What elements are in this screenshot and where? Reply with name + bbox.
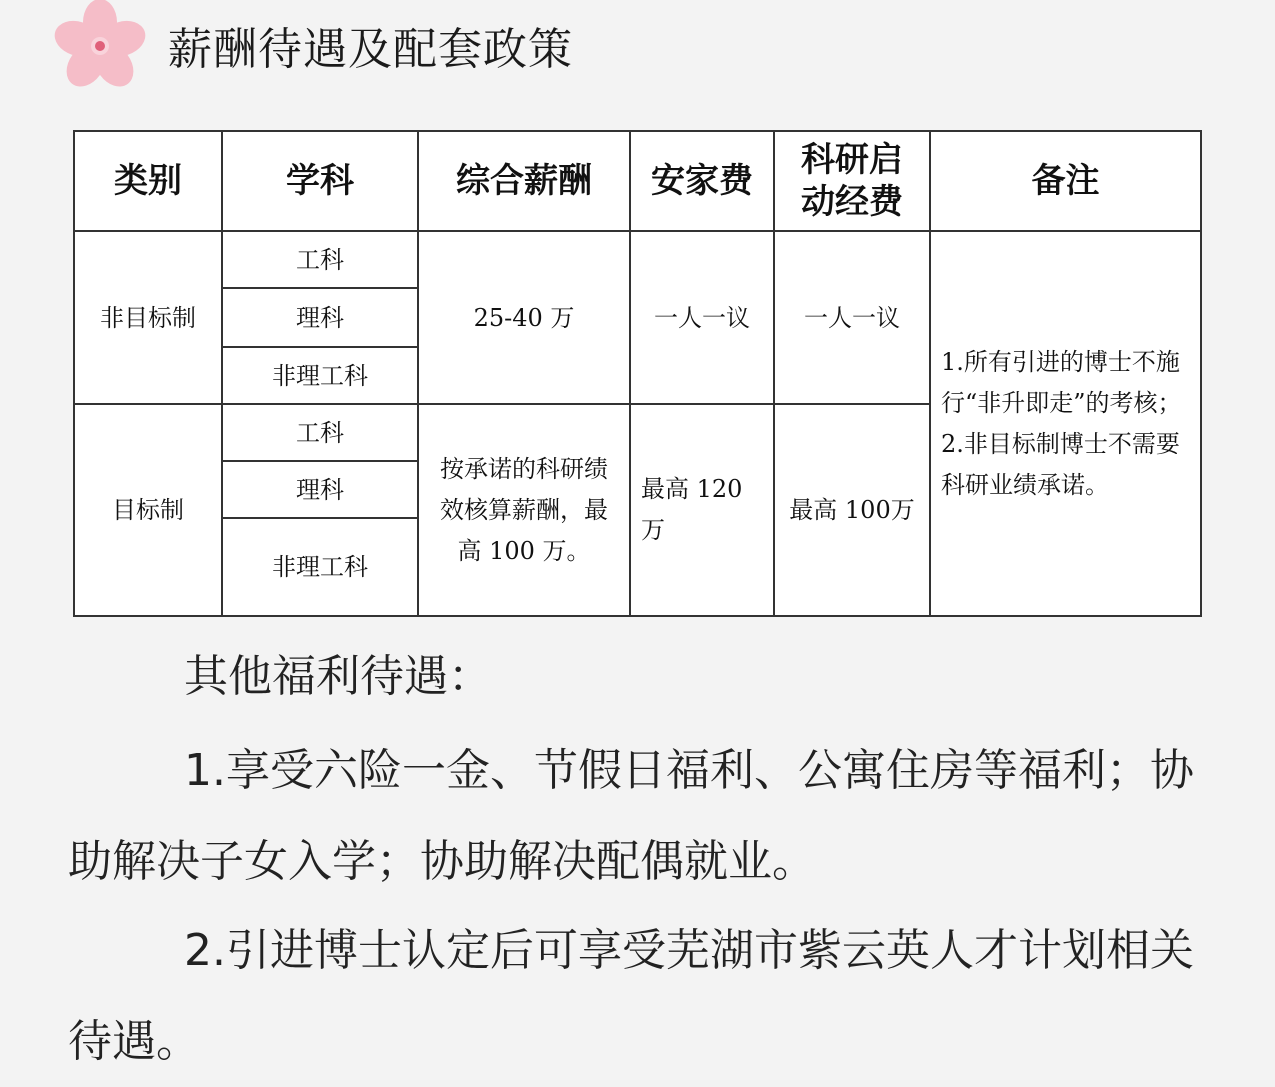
group-b-housing: 最高 120 万 xyxy=(630,404,774,616)
header-salary: 综合薪酬 xyxy=(418,131,630,231)
remarks-cell: 1.所有引进的博士不施行“非升即走”的考核；2.非目标制博士不需要科研业绩承诺。 xyxy=(930,231,1201,616)
group-a-research-fund: 一人一议 xyxy=(774,231,930,404)
group-b-subject-science: 理科 xyxy=(222,461,418,518)
page-title: 薪酬待遇及配套政策 xyxy=(168,24,573,75)
policy-table xyxy=(73,130,1202,617)
other-benefits-title: 其他福利待遇： xyxy=(184,651,492,702)
group-a-subject-non-stem: 非理工科 xyxy=(222,347,418,404)
group-b-category: 目标制 xyxy=(74,404,222,616)
group-b-research-fund: 最高 100万 xyxy=(774,404,930,616)
header xyxy=(52,0,573,90)
group-a-housing: 一人一议 xyxy=(630,231,774,404)
table-header-row xyxy=(74,131,1201,231)
policy-table-wrapper xyxy=(73,130,1200,615)
group-a-salary: 25-40 万 xyxy=(418,231,630,404)
group-a-category: 非目标制 xyxy=(74,231,222,404)
group-b-salary: 按承诺的科研绩效核算薪酬，最高 100 万。 xyxy=(418,404,630,616)
group-a-subject-engineering: 工科 xyxy=(222,231,418,288)
header-remarks: 备注 xyxy=(930,131,1201,231)
group-b-subject-non-stem: 非理工科 xyxy=(222,518,418,616)
group-a-subject-science: 理科 xyxy=(222,288,418,347)
cherry-blossom-icon xyxy=(52,0,148,90)
table-row xyxy=(74,231,1201,288)
group-b-subject-engineering: 工科 xyxy=(222,404,418,461)
header-research-fund: 科研启动经费 xyxy=(774,131,930,231)
header-category: 类别 xyxy=(74,131,222,231)
benefit-item-2: 2.引进博士认定后可享受芜湖市紫云英人才计划相关待遇。 xyxy=(68,925,1194,1067)
header-subject: 学科 xyxy=(222,131,418,231)
benefit-item-1: 1.享受六险一金、节假日福利、公寓住房等福利；协助解决子女入学；协助解决配偶就业。 xyxy=(68,745,1194,887)
header-housing: 安家费 xyxy=(630,131,774,231)
